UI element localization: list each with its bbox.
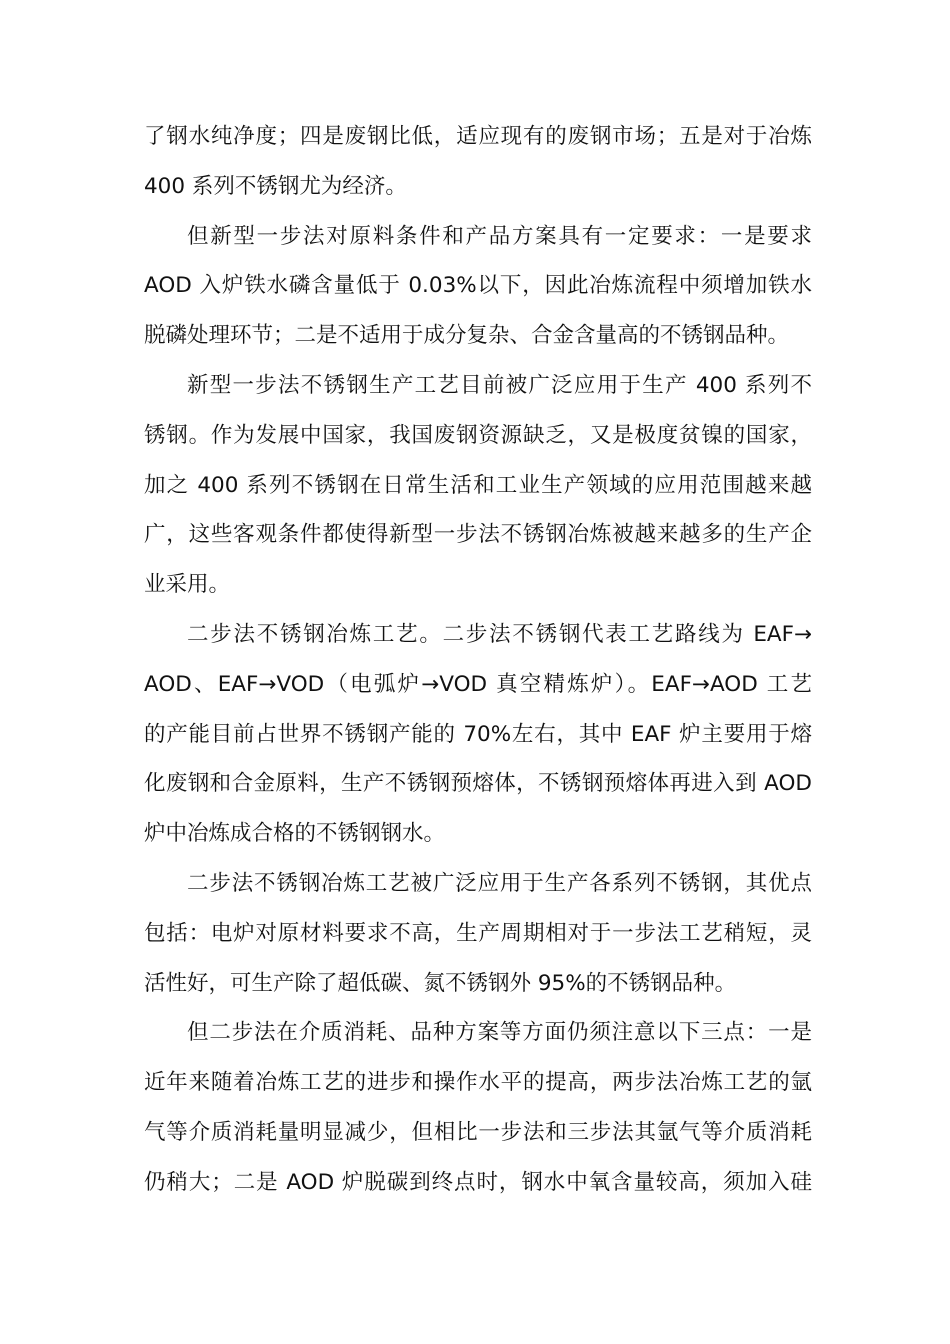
paragraph-line: 业采用。 bbox=[144, 572, 231, 598]
paragraph-line: AOD、EAF→VOD（电弧炉→VOD 真空精炼炉）。EAF→AOD 工艺 bbox=[144, 671, 812, 697]
paragraph-3 bbox=[144, 361, 812, 610]
paragraph-6 bbox=[144, 1008, 812, 1207]
paragraph-line: 了钢水纯净度；四是废钢比低，适应现有的废钢市场；五是对于冶炼 bbox=[144, 124, 812, 149]
paragraph-line: 二步法不锈钢冶炼工艺被广泛应用于生产各系列不锈钢，其优点 bbox=[187, 870, 812, 896]
paragraph-line: 加之 400 系列不锈钢在日常生活和工业生产领域的应用范围越来越 bbox=[144, 472, 812, 498]
paragraph-line: 广，这些客观条件都使得新型一步法不锈钢冶炼被越来越多的生产企 bbox=[144, 522, 812, 548]
paragraph-line: 炉中冶炼成合格的不锈钢钢水。 bbox=[144, 821, 446, 847]
paragraph-5 bbox=[144, 859, 812, 1008]
paragraph-2 bbox=[144, 212, 812, 361]
paragraph-line: 新型一步法不锈钢生产工艺目前被广泛应用于生产 400 系列不 bbox=[187, 372, 812, 398]
paragraph-line: 但二步法在介质消耗、品种方案等方面仍须注意以下三点：一是 bbox=[187, 1020, 812, 1046]
paragraph-line: 气等介质消耗量明显减少，但相比一步法和三步法其氩气等介质消耗 bbox=[144, 1119, 812, 1145]
paragraph-line: 化废钢和合金原料，生产不锈钢预熔体，不锈钢预熔体再进入到 AOD bbox=[144, 771, 812, 797]
paragraph-line: 活性好，可生产除了超低碳、氮不锈钢外 95%的不锈钢品种。 bbox=[144, 970, 737, 996]
paragraph-line: 二步法不锈钢冶炼工艺。二步法不锈钢代表工艺路线为 EAF→ bbox=[187, 621, 812, 647]
paragraph-line: 的产能目前占世界不锈钢产能的 70%左右，其中 EAF 炉主要用于熔 bbox=[144, 721, 812, 747]
paragraph-1 bbox=[144, 112, 812, 212]
paragraph-4 bbox=[144, 610, 812, 859]
paragraph-line: 仍稍大；二是 AOD 炉脱碳到终点时，钢水中氧含量较高，须加入硅 bbox=[144, 1169, 812, 1195]
paragraph-line: AOD 入炉铁水磷含量低于 0.03%以下，因此冶炼流程中须增加铁水 bbox=[144, 273, 812, 299]
paragraph-line: 但新型一步法对原料条件和产品方案具有一定要求：一是要求 bbox=[187, 223, 812, 249]
paragraph-line: 400 系列不锈钢尤为经济。 bbox=[144, 173, 407, 199]
paragraph-line: 脱磷处理环节；二是不适用于成分复杂、合金含量高的不锈钢品种。 bbox=[144, 323, 790, 349]
paragraph-line: 近年来随着冶炼工艺的进步和操作水平的提高，两步法冶炼工艺的氩 bbox=[144, 1070, 812, 1096]
document-body bbox=[144, 112, 812, 1208]
paragraph-line: 锈钢。作为发展中国家，我国废钢资源缺乏，又是极度贫镍的国家， bbox=[144, 422, 812, 448]
paragraph-line: 包括：电炉对原材料要求不高，生产周期相对于一步法工艺稍短，灵 bbox=[144, 920, 812, 946]
